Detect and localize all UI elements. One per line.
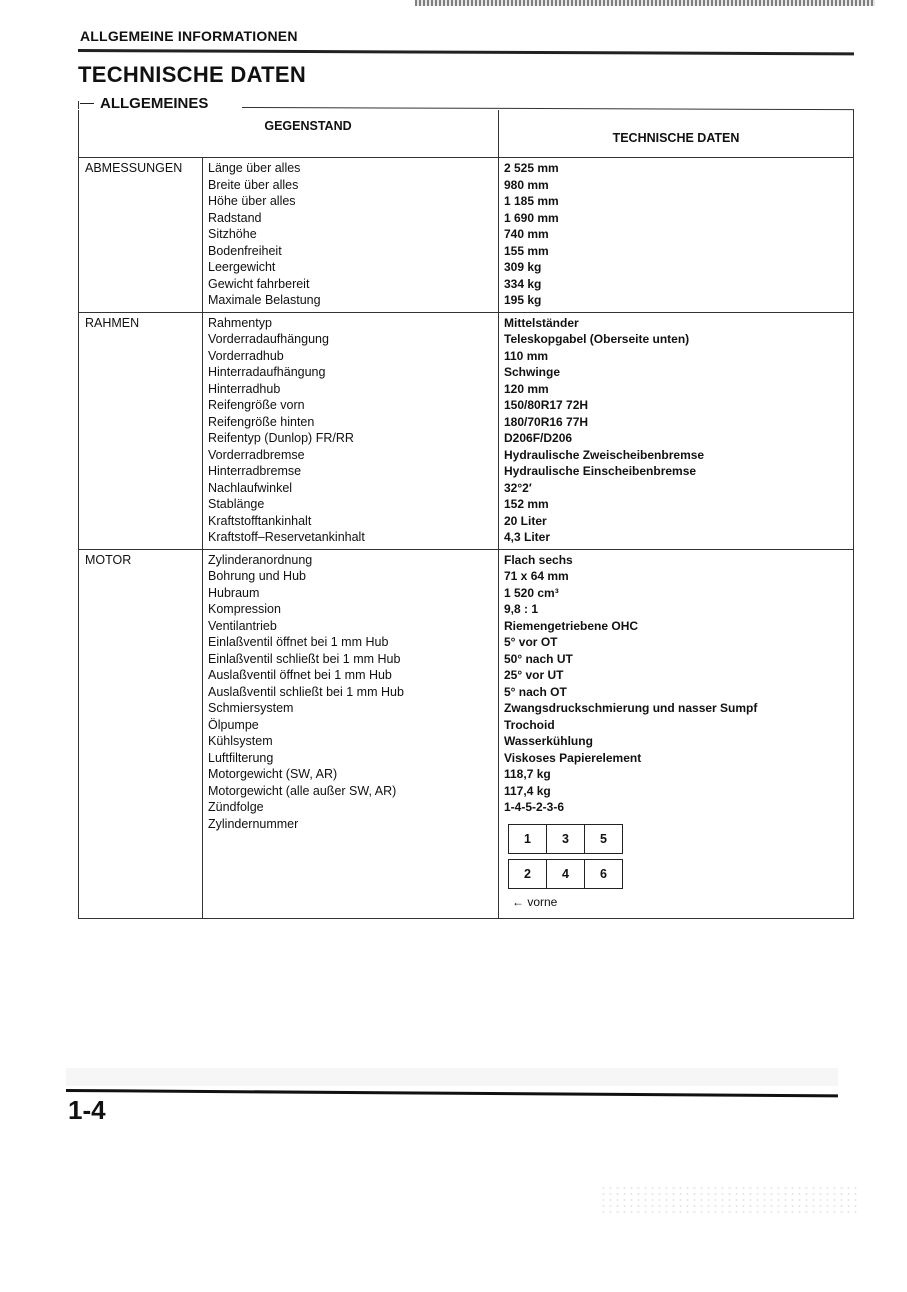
footer-shade (66, 1068, 838, 1086)
spec-value: 152 mm (504, 497, 549, 511)
front-direction-label: ← vorne (512, 894, 558, 909)
spec-item-label: Reifengröße hinten (208, 414, 315, 429)
spec-value: Mittelständer (504, 315, 579, 330)
spec-value: 1-4-5-2-3-6 (504, 800, 565, 814)
spec-value: 4,3 Liter (504, 530, 551, 544)
spec-item-label: Vorderradbremse (208, 447, 305, 462)
spec-value: 117,4 kg (504, 783, 551, 798)
section-row-motor (79, 549, 854, 918)
cylinder-cell: 2 (508, 859, 547, 889)
table-header-row (79, 110, 854, 158)
spec-value: 195 kg (504, 293, 542, 307)
spec-item-label: Zündfolge (208, 800, 264, 814)
spec-value: 5° vor OT (504, 635, 558, 649)
spec-item-label: Zylinderanordnung (208, 552, 313, 567)
spec-item-label: Bodenfreiheit (208, 243, 282, 258)
spec-value: Flach sechs (504, 552, 573, 567)
cylinder-cell: 1 (508, 824, 547, 854)
spec-item-label: Hinterradhub (208, 381, 281, 396)
spec-table-body (79, 158, 854, 919)
spec-value: 110 mm (504, 348, 549, 363)
spec-value: Hydraulische Einscheibenbremse (504, 464, 697, 478)
category-label: MOTOR (79, 549, 203, 918)
cylinder-row-top (508, 824, 848, 854)
spec-item-label: Motorgewicht (alle außer SW, AR) (208, 783, 397, 798)
group-label-dash (80, 103, 94, 104)
spec-value: 980 mm (504, 177, 549, 192)
spec-item-label: Kraftstofftankinhalt (208, 513, 312, 528)
spec-value: 32°2′ (504, 480, 532, 495)
spec-item-label: Auslaßventil öffnet bei 1 mm Hub (208, 668, 392, 682)
spec-item-label: Länge über alles (208, 161, 301, 175)
section-row-abmessungen (79, 158, 854, 313)
cylinder-row-bottom (508, 859, 848, 889)
spec-item-label: Höhe über alles (208, 194, 296, 208)
spec-item-label: Einlaßventil öffnet bei 1 mm Hub (208, 635, 389, 649)
spec-item-label: Ventilantrieb (208, 618, 277, 633)
spec-item-label: Reifengröße vorn (208, 398, 305, 412)
spec-value: 5° nach OT (504, 684, 567, 699)
category-label: ABMESSUNGEN (79, 158, 203, 313)
spec-value: 155 mm (504, 243, 549, 258)
spec-value: 1 520 cm³ (504, 585, 559, 600)
spec-item-label: Zylindernummer (208, 816, 299, 831)
cylinder-number-diagram (508, 824, 848, 889)
spec-value: 71 x 64 mm (504, 569, 569, 583)
spec-item-label: Nachlaufwinkel (208, 480, 293, 495)
spec-value: Teleskopgabel (Oberseite unten) (504, 332, 690, 346)
spec-item-label: Schmiersystem (208, 701, 294, 715)
scan-artifact-edge (415, 0, 875, 6)
spec-value: 118,7 kg (504, 767, 551, 781)
value-list (499, 158, 854, 313)
spec-item-label: Maximale Belastung (208, 293, 321, 307)
value-list (499, 312, 854, 549)
spec-value: Viskoses Papierelement (504, 750, 642, 765)
column-header-data: TECHNISCHE DATEN (499, 110, 854, 158)
scan-specks (600, 1185, 860, 1215)
spec-value: 9,8 : 1 (504, 602, 539, 616)
spec-value: 2 525 mm (504, 161, 559, 175)
spec-value: 180/70R16 77H (504, 414, 589, 429)
spec-item-label: Sitzhöhe (208, 227, 257, 241)
spec-item-label: Auslaßventil schließt bei 1 mm Hub (208, 684, 404, 699)
spec-value: 334 kg (504, 276, 542, 291)
spec-value: 1 185 mm (504, 194, 559, 208)
page-title: TECHNISCHE DATEN (78, 62, 307, 87)
spec-item-label: Bohrung und Hub (208, 569, 306, 583)
spec-value: D206F/D206 (504, 431, 573, 445)
spec-item-label: Kraftstoff–Reservetankinhalt (208, 530, 365, 544)
spec-value: Riemengetriebene OHC (504, 618, 639, 633)
item-list (203, 158, 499, 313)
item-list (203, 549, 499, 918)
spec-value: Zwangsdruckschmierung und nasser Sumpf (504, 701, 758, 715)
section-header: ALLGEMEINE INFORMATIONEN (80, 28, 298, 44)
spec-value: 740 mm (504, 227, 549, 241)
cylinder-cell: 6 (584, 859, 623, 889)
spec-item-label: Hubraum (208, 585, 260, 600)
group-corner-tick (78, 101, 79, 109)
footer-rule (66, 1089, 838, 1097)
spec-item-label: Rahmentyp (208, 315, 272, 330)
spec-item-label: Vorderradhub (208, 348, 284, 363)
spec-value: 120 mm (504, 381, 549, 396)
spec-table (78, 110, 854, 919)
spec-item-label: Kühlsystem (208, 734, 273, 748)
spec-value: 150/80R17 72H (504, 398, 589, 412)
spec-value: 25° vor UT (504, 668, 564, 682)
spec-item-label: Kompression (208, 602, 281, 616)
spec-item-label: Luftfilterung (208, 750, 274, 765)
spec-item-label: Stablänge (208, 497, 265, 511)
spec-item-label: Breite über alles (208, 177, 299, 192)
column-header-item: GEGENSTAND (79, 110, 499, 158)
page-number: 1-4 (68, 1095, 106, 1125)
spec-value: Hydraulische Zweischeibenbremse (504, 447, 705, 462)
spec-item-label: Leergewicht (208, 260, 276, 274)
spec-value: Wasserkühlung (504, 734, 593, 748)
spec-value: 1 690 mm (504, 210, 559, 225)
header-rule (78, 49, 854, 55)
spec-item-label: Reifentyp (Dunlop) FR/RR (208, 431, 354, 445)
spec-value: Schwinge (504, 365, 561, 379)
spec-item-label: Vorderradaufhängung (208, 332, 329, 346)
spec-item-label: Gewicht fahrbereit (208, 276, 310, 291)
spec-item-label: Motorgewicht (SW, AR) (208, 767, 338, 781)
spec-value: Trochoid (504, 717, 555, 732)
spec-item-label: Hinterradbremse (208, 464, 302, 478)
group-label-text: ALLGEMEINES (100, 95, 209, 112)
spec-value: 20 Liter (504, 513, 547, 528)
cylinder-cell: 5 (584, 824, 623, 854)
spec-item-label: Einlaßventil schließt bei 1 mm Hub (208, 651, 401, 666)
spec-item-label: Radstand (208, 210, 262, 225)
cylinder-cell: 4 (546, 859, 585, 889)
spec-item-label: Hinterradaufhängung (208, 365, 326, 379)
spec-value: 50° nach UT (504, 651, 573, 666)
value-list (499, 549, 854, 918)
category-label: RAHMEN (79, 312, 203, 549)
cylinder-cell: 3 (546, 824, 585, 854)
spec-value: 309 kg (504, 260, 542, 274)
section-row-rahmen (79, 312, 854, 549)
spec-item-label: Ölpumpe (208, 717, 259, 732)
item-list (203, 312, 499, 549)
